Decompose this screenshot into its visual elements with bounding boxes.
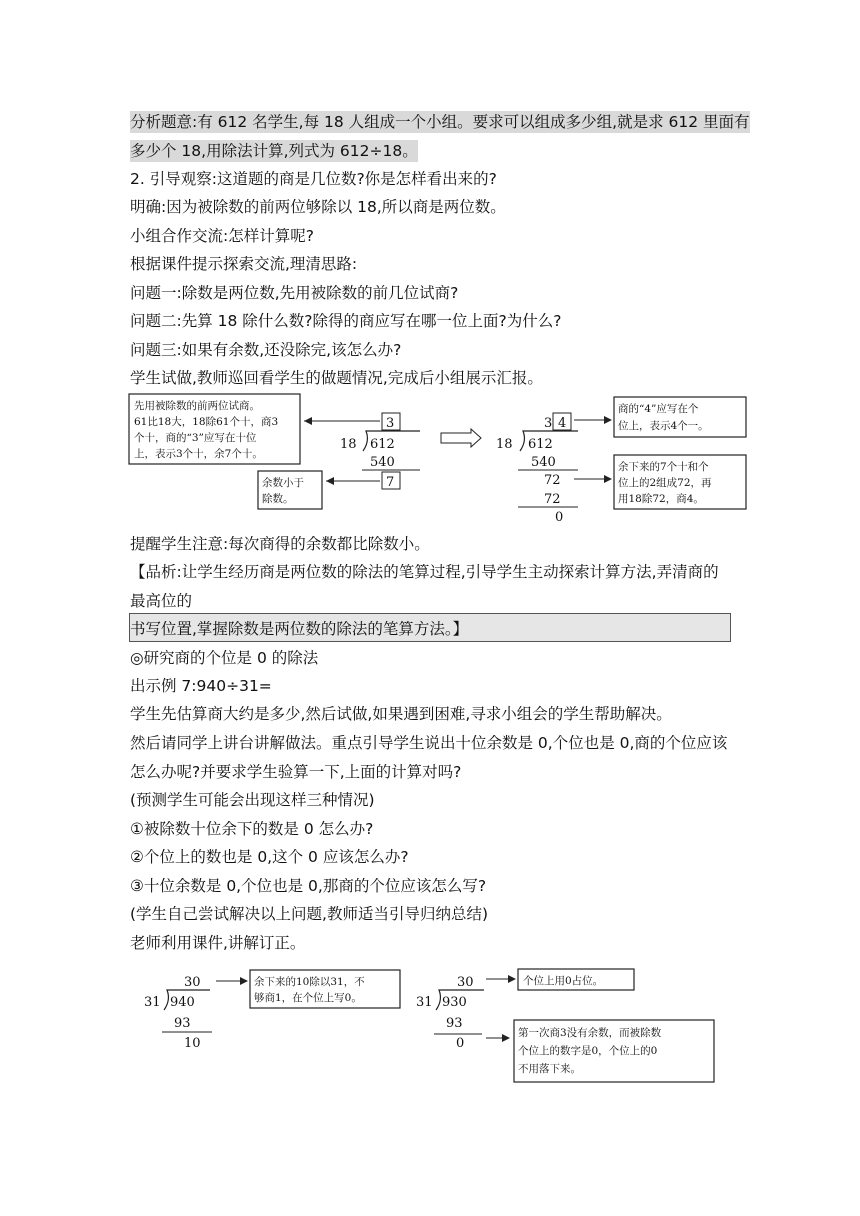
quotient-digit: 3	[544, 416, 553, 431]
text-line: 学生试做,教师巡回看学生的做题情况,完成后小组展示汇报。	[130, 369, 543, 387]
note-left-line: 61比18大，18除61个十，商3	[134, 416, 279, 428]
dividend: 930	[442, 995, 467, 1010]
note3-line: 个位上的数字是0，个位上的0	[518, 1045, 658, 1057]
text-line: ①被除数十位余下的数是 0 怎么办?	[130, 820, 374, 838]
final-remainder: 0	[555, 510, 564, 525]
note-r1-line: 位上，表示4个一。	[618, 420, 709, 432]
text-line: 然后请同学上讲台讲解做法。重点引导学生说出十位余数是 0,个位也是 0,商的个位应该	[130, 734, 728, 752]
divisor: 18	[340, 437, 357, 452]
quotient: 30	[184, 975, 201, 990]
text-line: 怎么办呢?并要求学生验算一下,上面的计算对吗?	[130, 763, 462, 781]
note-r1-line: 商的“4”应写在个	[618, 403, 699, 415]
quotient-digit: 3	[386, 416, 395, 431]
partial-product: 540	[531, 455, 556, 470]
note1-line: 够商1，在个位上写0。	[254, 992, 362, 1004]
partial-product: 93	[446, 1016, 463, 1031]
note-small-line: 除数。	[262, 493, 294, 505]
text-line: 学生先估算商大约是多少,然后试做,如果遇到困难,寻求小组会的学生帮助解决。	[130, 705, 672, 723]
remainder: 10	[184, 1036, 201, 1051]
dividend: 612	[528, 437, 553, 452]
dividend: 940	[170, 995, 195, 1010]
note-r2-line: 余下来的7个十和个	[618, 461, 709, 473]
note-r2-line: 用18除72，商4。	[618, 493, 704, 505]
text-line: 小组合作交流:怎样计算呢?	[130, 227, 314, 245]
text-line: 老师利用课件,讲解订正。	[130, 934, 306, 952]
text-line: 问题一:除数是两位数,先用被除数的前几位试商?	[130, 284, 459, 302]
note3-line: 不用落下来。	[518, 1063, 581, 1075]
quotient-digit-boxed: 4	[558, 416, 567, 431]
divisor: 18	[496, 437, 513, 452]
divisor: 31	[416, 995, 433, 1010]
division-figure-940-930	[140, 966, 720, 1086]
note2-line: 个位上用0占位。	[523, 975, 604, 987]
note3-line: 第一次商3没有余数，而被除数	[518, 1027, 662, 1039]
text-line: 提醒学生注意:每次商得的余数都比除数小。	[130, 535, 430, 553]
text-line: (学生自己尝试解决以上问题,教师适当引导归纳总结)	[130, 905, 489, 923]
text-line: 问题二:先算 18 除什么数?除得的商应写在哪一位上面?为什么?	[130, 312, 562, 330]
text-line: 根据课件提示探索交流,理清思路:	[130, 255, 358, 273]
text-line: 多少个 18,用除法计算,列式为 612÷18。	[130, 142, 418, 160]
dividend: 612	[370, 437, 395, 452]
partial-remainder: 72	[544, 473, 561, 488]
divisor: 31	[144, 995, 161, 1010]
text-line: 最高位的	[130, 592, 193, 610]
note-left-line: 上，表示3个十，余7个十。	[134, 448, 263, 460]
text-line: 书写位置,掌握除数是两位数的除法的笔算方法。】	[130, 620, 469, 638]
quotient: 30	[457, 975, 474, 990]
note-small-line: 余数小于	[262, 477, 304, 489]
text-line: 问题三:如果有余数,还没除完,该怎么办?	[130, 341, 402, 359]
partial-product: 93	[174, 1016, 191, 1031]
text-line: ②个位上的数也是 0,这个 0 应该怎么办?	[130, 848, 409, 866]
text-line: 出示例 7:940÷31=	[130, 677, 272, 695]
note-left-line: 先用被除数的前两位试商。	[134, 400, 260, 412]
note-left-line: 个十，商的“3”应写在十位	[134, 432, 257, 444]
text-line: (预测学生可能会出现这样三种情况)	[130, 791, 375, 809]
division-figure-612	[128, 393, 750, 525]
partial-product: 72	[544, 492, 561, 507]
text-line: 2. 引导观察:这道题的商是几位数?你是怎样看出来的?	[130, 170, 497, 188]
note-r2-line: 位上的2组成72，再	[618, 477, 712, 489]
remainder-digit: 7	[386, 475, 395, 490]
text-line: 【品析:让学生经历商是两位数的除法的笔算过程,引导学生主动探索计算方法,弄清商的	[130, 563, 719, 581]
text-line: 明确:因为被除数的前两位够除以 18,所以商是两位数。	[130, 198, 506, 216]
note1-line: 余下来的10除以31，不	[254, 976, 365, 988]
text-line: ◎研究商的个位是 0 的除法	[130, 649, 319, 667]
remainder: 0	[456, 1036, 465, 1051]
text-line: ③十位余数是 0,个位也是 0,那商的个位应该怎么写?	[130, 877, 487, 895]
text-line: 分析题意:有 612 名学生,每 18 人组成一个小组。要求可以组成多少组,就是求 612 里面有	[130, 113, 750, 131]
partial-product: 540	[370, 455, 395, 470]
